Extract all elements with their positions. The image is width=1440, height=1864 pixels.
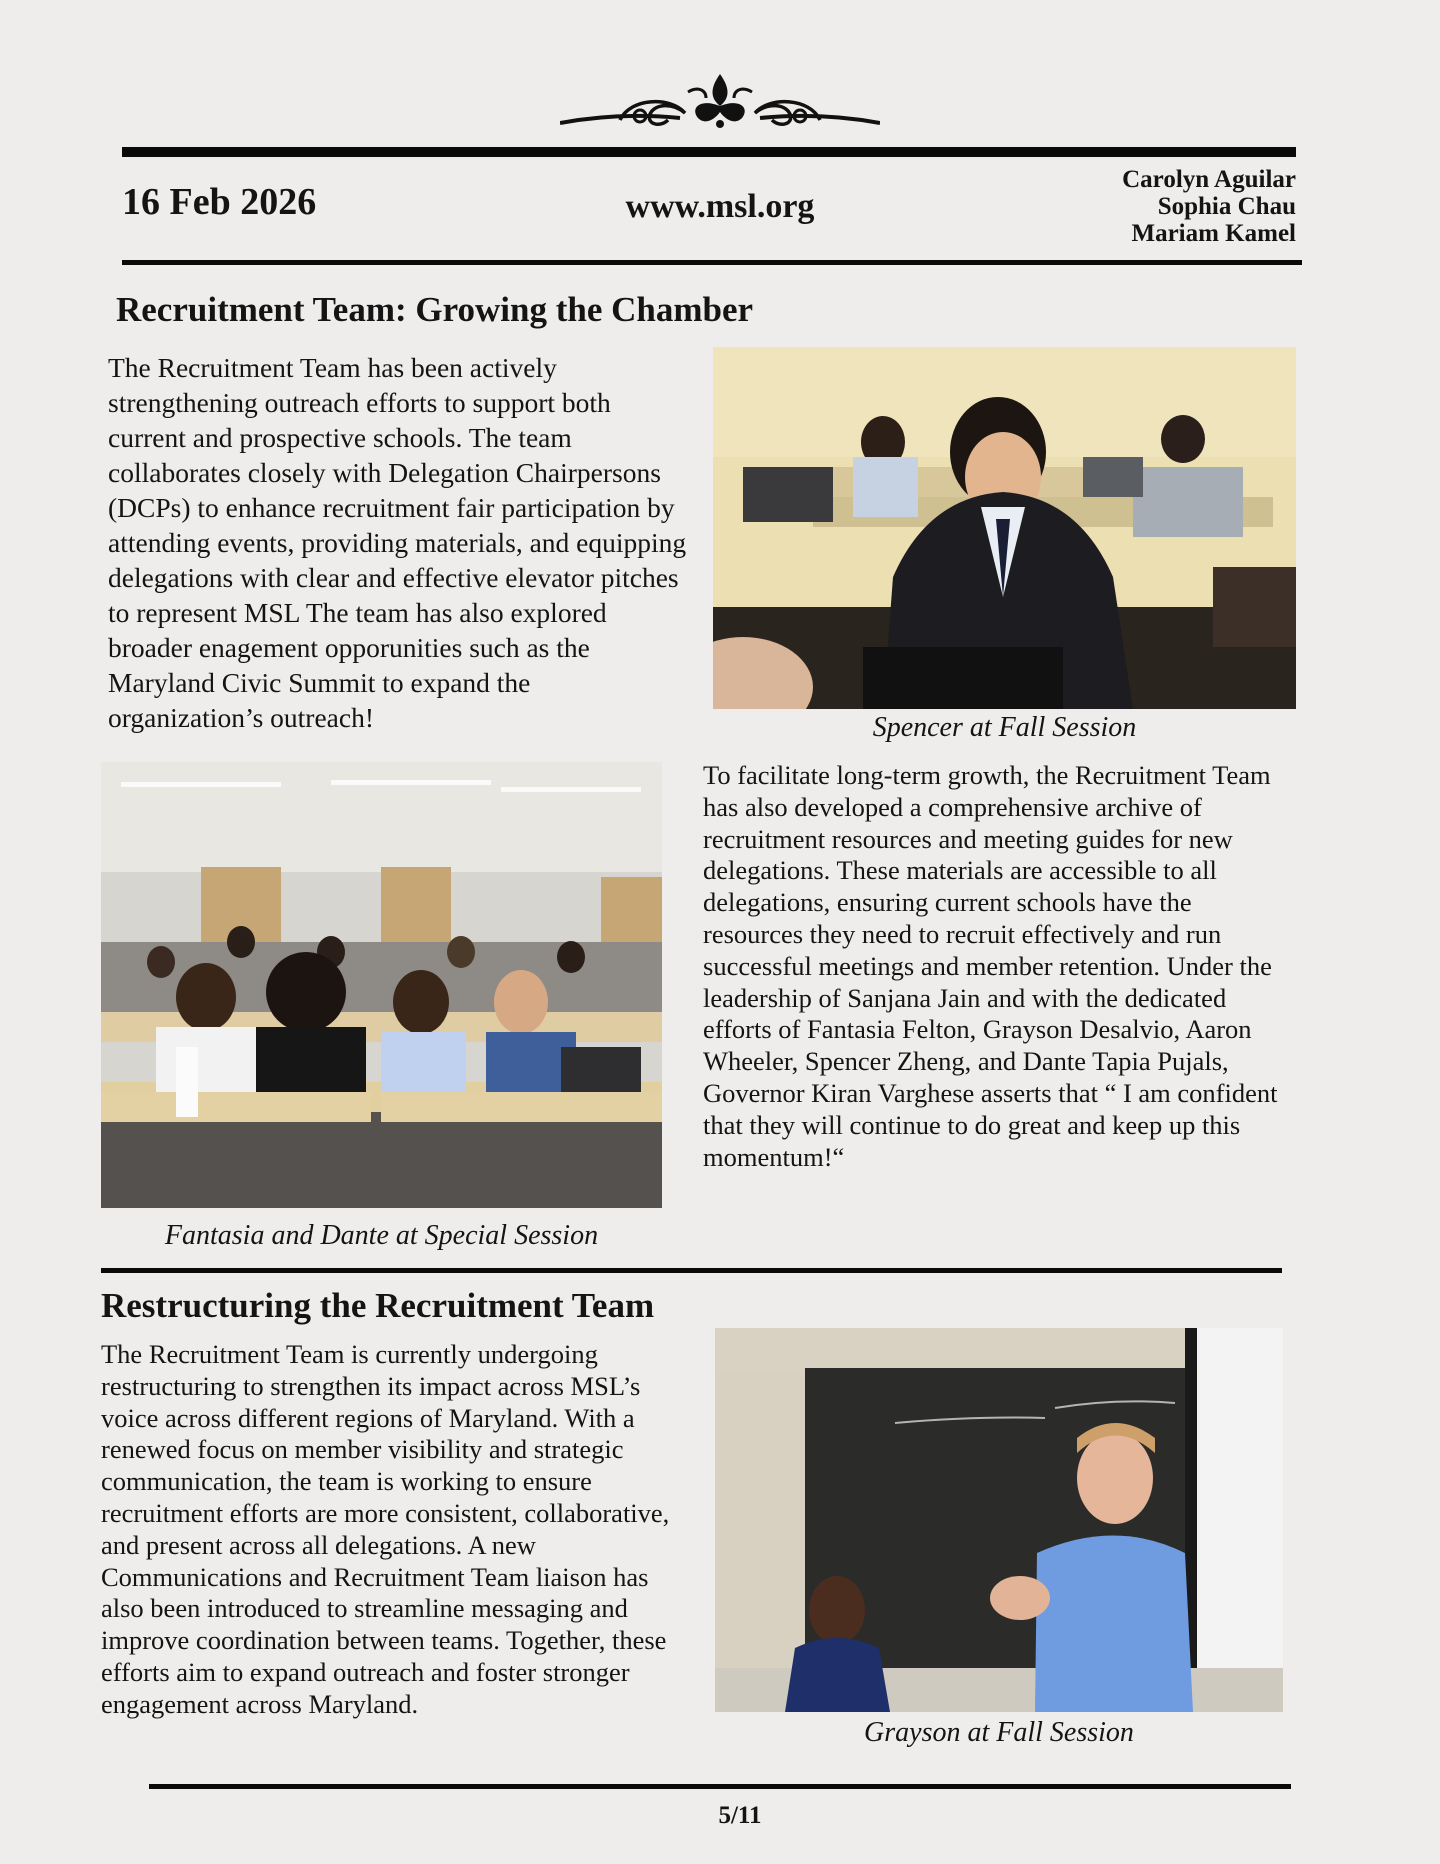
- author-name: Sophia Chau: [1157, 193, 1296, 220]
- photo-caption-spencer: Spencer at Fall Session: [872, 712, 1137, 743]
- author-list: [1122, 166, 1296, 247]
- article-second-paragraph: To facilitate long-term growth, the Recruitment Team has also developed a comprehensive archive of recruitment resources and meeting guides for new delegations. These materials are accessible to all delegations, ensuring current schools have the resources they need to recruit effectively and run successful meetings and member retention. Under the leadership of Sanjana Jain and with the dedicated efforts of Fantasia Felton, Grayson Desalvio, Aaron Wheeler, Spencer Zheng, and Dante Tapia Pujals, Governor Kiran Varghese asserts that “ I am confident that they will continue to do great and keep up this momentum!“: [703, 760, 1278, 1172]
- decorative-scroll-ornament: [560, 68, 880, 132]
- photo-spencer-fall-session: [713, 347, 1296, 709]
- author-name: Mariam Kamel: [1131, 220, 1296, 247]
- article-title-restructuring: Restructuring the Recruitment Team: [101, 1286, 655, 1325]
- photo-caption-grayson: Grayson at Fall Session: [864, 1717, 1134, 1748]
- header-bottom-rule: [122, 260, 1302, 265]
- website-url: www.msl.org: [625, 188, 815, 225]
- author-name: Carolyn Aguilar: [1122, 166, 1296, 193]
- article-title-growing-chamber: Recruitment Team: Growing the Chamber: [116, 290, 754, 329]
- photo-grayson-fall-session: [715, 1328, 1283, 1712]
- photo-caption-fantasia-dante: Fantasia and Dante at Special Session: [164, 1220, 599, 1251]
- article-restructuring-paragraph: The Recruitment Team is currently undergoing restructuring to strengthen its impact across MSL’s voice across different regions of Maryland. With a renewed focus on member visibility and strategic communication, the team is working to ensure recruitment efforts are more consistent, collaborative, and present across all delegations. A new Communications and Recruitment Team liaison has also been introduced to streamline messaging and improve coordination between teams. Together, these efforts aim to expand outreach and foster stronger engagement across Maryland.: [101, 1339, 670, 1719]
- issue-date: 16 Feb 2026: [122, 181, 317, 223]
- header-top-rule: [122, 147, 1296, 157]
- footer-rule: [149, 1784, 1291, 1789]
- photo-fantasia-dante-special-session: [101, 762, 662, 1208]
- page-number: 5/11: [718, 1802, 762, 1829]
- section-divider-rule: [101, 1268, 1282, 1273]
- article-intro-paragraph: The Recruitment Team has been actively strengthening outreach efforts to support both current and prospective schools. The team collaborates closely with Delegation Chairpersons (DCPs) to enhance recruitment fair participation by attending events, providing materials, and equipping delegations with clear and effective elevator pitches to represent MSL The team has also explored broader enagement opporunities such as the Maryland Civic Summit to expand the organization’s outreach!: [108, 352, 687, 733]
